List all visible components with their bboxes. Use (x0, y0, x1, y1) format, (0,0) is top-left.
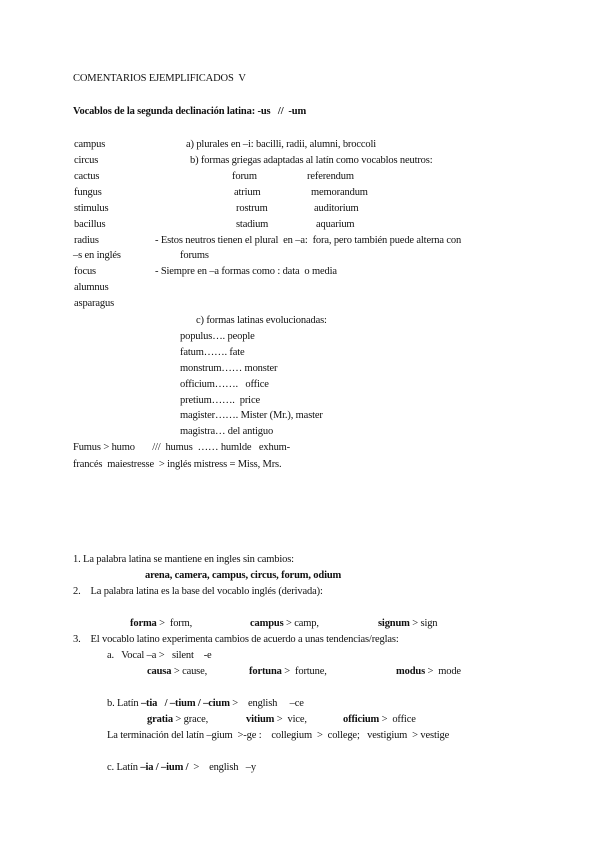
english-word: > mode (425, 666, 461, 677)
sub-item-a: a. Vocal –a > silent -e (107, 650, 212, 661)
neutral-english: aquarium (316, 219, 355, 230)
neutral-english: memorandum (311, 187, 368, 198)
evolved-item: magister……. Mister (Mr.), master (180, 410, 323, 421)
sub-item-c-english: > english –y (188, 762, 256, 773)
english-word: > form, (156, 618, 193, 629)
english-word: > vice, (274, 714, 307, 725)
neutral-latin: stadium (236, 219, 269, 230)
list-item: circus (74, 155, 99, 166)
latin-word: campus (250, 618, 284, 629)
section-a: a) plurales en –i: bacilli, radii, alumni, broccoli (186, 139, 377, 150)
item-1-examples: arena, camera, campus, circus, forum, odium (145, 570, 342, 581)
item-1: 1. La palabra latina se mantiene en ingles sin cambios: (73, 554, 294, 565)
evolved-item: fatum……. fate (180, 347, 245, 358)
latin-word: officium (343, 714, 380, 725)
list-item: radius (74, 235, 99, 246)
note-plural: - Estos neutros tienen el plural en –a: fora, pero también puede alterna con (155, 235, 462, 246)
item-2: 2. La palabra latina es la base del vocablo inglés (derivada): (73, 586, 323, 597)
list-item: stimulus (74, 203, 109, 214)
neutral-latin: forum (232, 171, 257, 182)
english-word: > office (379, 714, 416, 725)
list-item: asparagus (74, 298, 115, 309)
list-item: focus (74, 266, 96, 277)
fumus-line: Fumus > humo /// humus …… humlde exhum- (73, 442, 291, 453)
neutral-english: referendum (307, 171, 354, 182)
section-c: c) formas latinas evolucionadas: (196, 315, 327, 326)
frances-line: francés maiestresse > inglés mistress = Miss, Mrs. (73, 459, 282, 470)
latin-word: signum (378, 618, 410, 629)
neutral-latin: atrium (234, 187, 261, 198)
evolved-item: pretium……. price (180, 395, 260, 406)
english-word: > sign (409, 618, 438, 629)
item-3: 3. El vocablo latino experimenta cambios de acuerdo a unas tendencias/reglas: (73, 634, 399, 645)
page-title: COMENTARIOS EJEMPLIFICADOS V (73, 73, 246, 84)
sub-item-b-suffixes: –tia / –tium / –cium (140, 698, 230, 709)
list-item: fungus (74, 187, 102, 198)
list-item: alumnus (74, 282, 109, 293)
sub-item-c (107, 761, 256, 774)
example-pair (378, 617, 437, 630)
example-pair (396, 665, 461, 678)
english-word: > fortune, (281, 666, 327, 677)
english-word: > cause, (171, 666, 208, 677)
sub-item-c-prefix: c. Latín (107, 762, 141, 773)
latin-word: gratia (147, 714, 173, 725)
sub-item-b-prefix: b. Latín (107, 698, 141, 709)
evolved-item: officium……. office (180, 379, 269, 390)
sub-item-b-english: > english –ce (229, 698, 304, 709)
section-heading: Vocablos de la segunda declinación latina: -us // -um (73, 106, 307, 117)
section-b: b) formas griegas adaptadas al latín como vocablos neutros: (190, 155, 433, 166)
example-pair (343, 713, 416, 726)
example-pair (147, 713, 208, 726)
latin-word: vitium (246, 714, 275, 725)
neutral-english: auditorium (314, 203, 359, 214)
latin-word: modus (396, 666, 426, 677)
evolved-item: magistra… del antiguo (180, 426, 274, 437)
example-pair (249, 665, 327, 678)
neutral-latin: rostrum (236, 203, 268, 214)
list-item: campus (74, 139, 106, 150)
latin-word: fortuna (249, 666, 282, 677)
english-word: > camp, (283, 618, 319, 629)
sub-item-b (107, 697, 304, 710)
sub-item-c-suffixes: –ia / –ium / (140, 762, 189, 773)
list-item: –s en inglés (73, 250, 121, 261)
evolved-item: populus…. people (180, 331, 255, 342)
note-formas: - Siempre en –a formas como : data o media (155, 266, 337, 277)
list-item: bacillus (74, 219, 106, 230)
example-pair (246, 713, 307, 726)
latin-word: forma (130, 618, 157, 629)
note-plural-continued: forums (180, 250, 209, 261)
evolved-item: monstrum…… monster (180, 363, 278, 374)
latin-word: causa (147, 666, 172, 677)
list-item: cactus (74, 171, 100, 182)
example-pair (130, 617, 192, 630)
terminacion-line: La terminación del latín –gium >-ge : collegium > college; vestigium > vestige (107, 730, 450, 741)
example-pair (147, 665, 207, 678)
english-word: > grace, (172, 714, 209, 725)
example-pair (250, 617, 319, 630)
